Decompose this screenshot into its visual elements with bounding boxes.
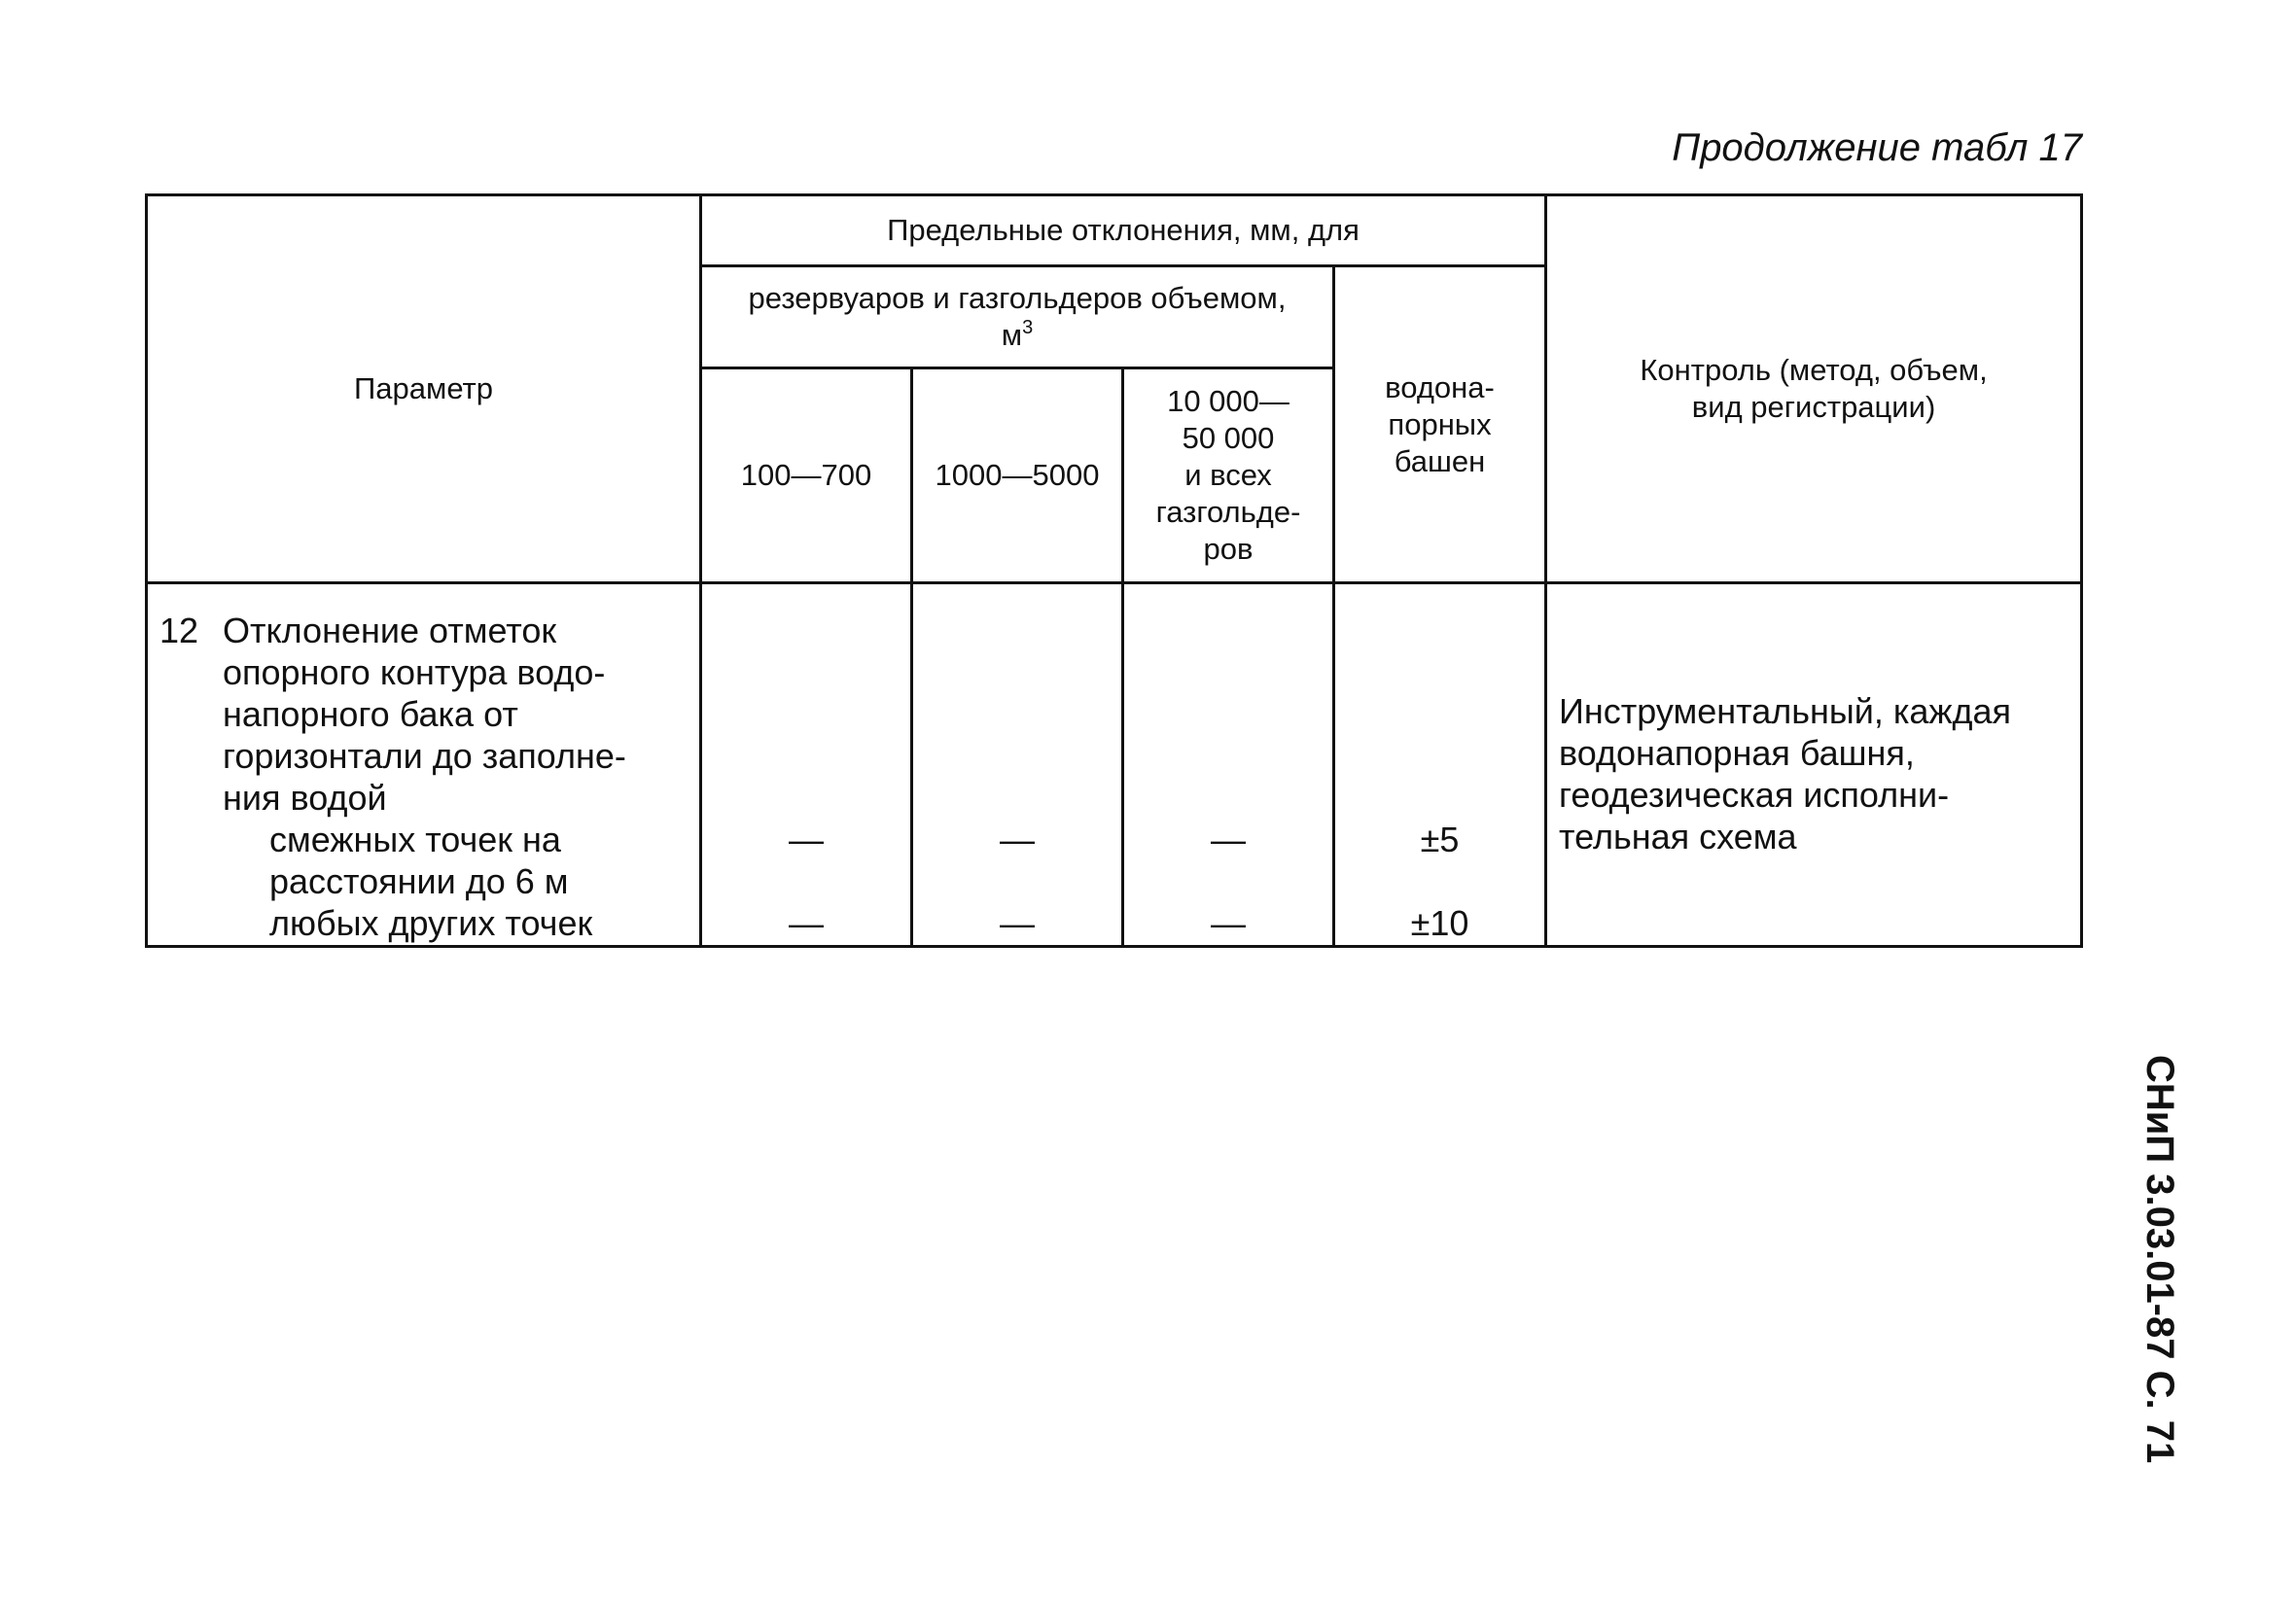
row12-title-line: напорного бака от: [223, 693, 518, 734]
header-col-100-700: 100—700: [701, 368, 912, 583]
row12-control-line: геодезическая исполни-: [1559, 774, 1950, 815]
header-towers: [1334, 266, 1546, 583]
row12-number: 12: [159, 610, 199, 650]
row12-title-line: горизонтали до заполне-: [223, 735, 626, 776]
header-tanks: [701, 266, 1334, 368]
header-col-10000-line: 10 000—: [1167, 384, 1289, 418]
row12-value: —: [789, 903, 824, 943]
header-col-10000-line: ров: [1203, 532, 1254, 566]
row12-title: [159, 610, 689, 819]
row12-title-line: опорного контура водо-: [223, 651, 606, 692]
row12-value: —: [1000, 903, 1035, 943]
header-col-10000-line: 50 000: [1182, 421, 1275, 455]
header-col-10000-line: и всех: [1184, 458, 1272, 492]
header-parameter: Параметр: [147, 195, 701, 583]
header-control: [1546, 195, 2082, 583]
table-row: [147, 583, 2082, 947]
row12-control-line: тельная схема: [1559, 816, 1797, 856]
row12-title-line: ния водой: [223, 777, 387, 818]
deviation-table: [145, 193, 2083, 948]
row12-value: —: [1211, 903, 1246, 943]
row12-col-100-700: [701, 583, 912, 947]
header-control-line: Контроль (метод, объем,: [1640, 353, 1988, 387]
document-code: СНиП 3.03.01-87 С. 71: [2138, 1055, 2181, 1464]
row12-title-line: Отклонение отметок: [223, 610, 557, 650]
row12-value: ±5: [1420, 820, 1460, 859]
header-towers-line: водона-: [1385, 369, 1495, 404]
row12-sub-item: смежных точек на: [269, 819, 561, 859]
row12-sub-item: любых других точек: [269, 902, 593, 943]
row12-value: —: [789, 820, 824, 859]
row12-control-line: водонапорная башня,: [1559, 732, 1915, 773]
header-col-1000-5000: 1000—5000: [912, 368, 1123, 583]
row12-parameter: [147, 583, 701, 947]
row12-towers: [1334, 583, 1546, 947]
header-col-10000: [1123, 368, 1334, 583]
table-caption: Продолжение табл 17: [1672, 126, 2082, 169]
row12-value: —: [1000, 820, 1035, 859]
header-control-line: вид регистрации): [1691, 390, 1936, 424]
header-towers-line: башен: [1394, 443, 1486, 478]
header-deviations: Предельные отклонения, мм, для: [701, 195, 1546, 266]
row12-control-line: Инструментальный, каждая: [1559, 690, 2012, 731]
row12-col-1000-5000: [912, 583, 1123, 947]
row12-value: ±10: [1410, 903, 1469, 943]
header-col-10000-line: газгольде-: [1155, 495, 1301, 529]
row12-control: [1546, 583, 2082, 947]
row12-sub-item: расстоянии до 6 м: [269, 860, 569, 901]
header-towers-line: порных: [1388, 406, 1492, 441]
row12-col-10000: [1123, 583, 1334, 947]
header-tanks-line: резервуаров и газгольдеров объемом,: [748, 281, 1287, 315]
row12-value: —: [1211, 820, 1246, 859]
header-tanks-unit: $м^3$: [1001, 317, 1034, 352]
